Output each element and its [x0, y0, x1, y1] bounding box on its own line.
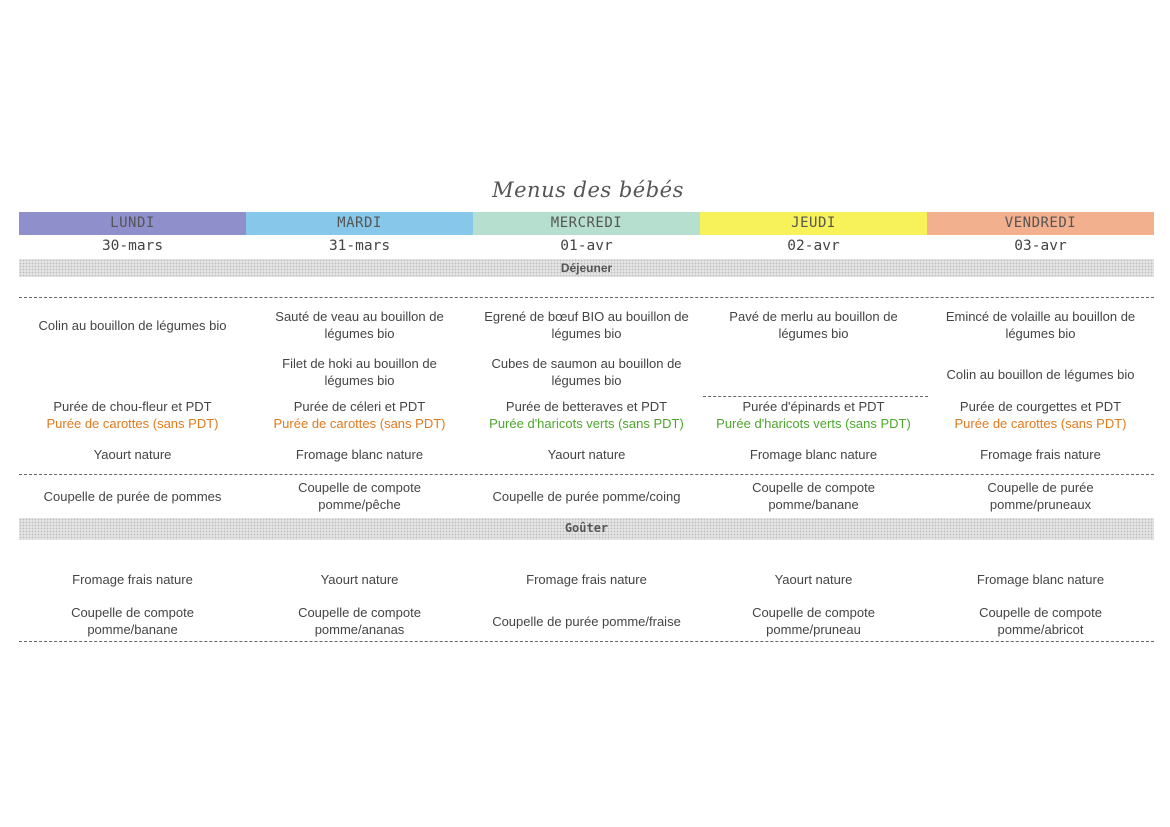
divider	[19, 297, 1154, 298]
puree-sans-pdt-cell: Purée d'haricots verts (sans PDT)	[489, 416, 684, 431]
dejeuner-plat2-row	[19, 354, 1154, 390]
day-name: VENDREDI	[1004, 215, 1077, 231]
menu-cell: Coupelle de purée pomme/coing	[492, 488, 681, 504]
menu-cell: Cubes de saumon au bouillon de légumes bio	[491, 356, 682, 388]
menu-cell	[710, 354, 917, 390]
day-header-tuesday	[246, 212, 473, 235]
dejeuner-puree-row	[19, 397, 1154, 433]
dejeuner-laitage-row	[19, 445, 1154, 463]
menu-cell: Fromage blanc nature	[749, 446, 878, 462]
menu-cell: Colin au bouillon de légumes bio	[38, 317, 227, 333]
menu-cell: Coupelle de purée pomme/pruneaux	[987, 480, 1094, 512]
menu-cell: Fromage frais nature	[72, 571, 193, 587]
menu-cell: Coupelle de purée pomme/fraise	[492, 613, 681, 629]
section-label-gouter: Goûter	[564, 521, 609, 535]
puree-sans-pdt-cell: Purée de carottes (sans PDT)	[46, 416, 219, 431]
menu-cell: Coupelle de purée de pommes	[43, 488, 222, 504]
day-name: MARDI	[337, 215, 382, 231]
date-cell: 02-avr	[787, 238, 840, 254]
menu-cell: Coupelle de compote pomme/banane	[752, 480, 875, 512]
divider	[19, 641, 1154, 642]
day-header-friday	[927, 212, 1154, 235]
day-name: LUNDI	[110, 215, 155, 231]
menu-cell	[29, 354, 236, 390]
menu-cell: Coupelle de compote pomme/ananas	[298, 605, 421, 637]
section-label-dejeuner: Déjeuner	[560, 261, 613, 275]
date-cell: 31-mars	[328, 238, 391, 254]
gouter-laitage-row	[19, 570, 1154, 588]
divider	[19, 474, 1154, 475]
menu-cell: Fromage blanc nature	[295, 446, 424, 462]
section-band-gouter	[19, 518, 1154, 540]
menu-cell: Coupelle de compote pomme/pêche	[298, 480, 421, 512]
dejeuner-dessert-row	[19, 478, 1154, 514]
menu-cell: Yaourt nature	[320, 571, 399, 587]
day-header-monday	[19, 212, 246, 235]
menu-cell: Yaourt nature	[93, 446, 172, 462]
puree-sans-pdt-cell: Purée de carottes (sans PDT)	[954, 416, 1127, 431]
date-cell: 30-mars	[101, 238, 164, 254]
puree-cell: Purée de betteraves et PDT	[505, 399, 668, 414]
menu-cell: Fromage blanc nature	[976, 571, 1105, 587]
section-band-dejeuner	[19, 259, 1154, 277]
menu-cell: Yaourt nature	[547, 446, 626, 462]
puree-cell: Purée de céleri et PDT	[293, 399, 426, 414]
menu-cell: Emincé de volaille au bouillon de légumes bio	[945, 309, 1136, 341]
date-cell: 01-avr	[560, 238, 613, 254]
date-row	[19, 236, 1154, 256]
puree-sans-pdt-cell: Purée de carottes (sans PDT)	[273, 416, 446, 431]
day-header-wednesday	[473, 212, 700, 235]
puree-cell: Purée d'épinards et PDT	[742, 399, 885, 414]
day-name: JEUDI	[791, 215, 836, 231]
menu-cell: Coupelle de compote pomme/banane	[71, 605, 194, 637]
date-cell: 03-avr	[1014, 238, 1067, 254]
menu-cell: Pavé de merlu au bouillon de légumes bio	[729, 309, 898, 341]
menu-cell: Colin au bouillon de légumes bio	[946, 366, 1135, 382]
day-header-row	[19, 212, 1154, 235]
day-name: MERCREDI	[550, 215, 623, 231]
menu-cell: Yaourt nature	[774, 571, 853, 587]
menu-cell: Fromage frais nature	[526, 571, 647, 587]
page-title: Menus des bébés	[492, 178, 684, 202]
puree-cell: Purée de courgettes et PDT	[959, 399, 1122, 414]
puree-cell: Purée de chou-fleur et PDT	[53, 399, 212, 414]
gouter-fruit-row	[19, 603, 1154, 639]
menu-cell: Filet de hoki au bouillon de légumes bio	[282, 356, 437, 388]
dejeuner-plat1-row	[19, 305, 1154, 345]
menu-cell: Sauté de veau au bouillon de légumes bio	[275, 309, 444, 341]
menu-cell: Coupelle de compote pomme/pruneau	[752, 605, 875, 637]
menu-cell: Coupelle de compote pomme/abricot	[979, 605, 1102, 637]
day-header-thursday	[700, 212, 927, 235]
puree-sans-pdt-cell: Purée d'haricots verts (sans PDT)	[716, 416, 911, 431]
menu-cell: Fromage frais nature	[980, 446, 1101, 462]
menu-cell: Egrené de bœuf BIO au bouillon de légumes bio	[484, 309, 689, 341]
